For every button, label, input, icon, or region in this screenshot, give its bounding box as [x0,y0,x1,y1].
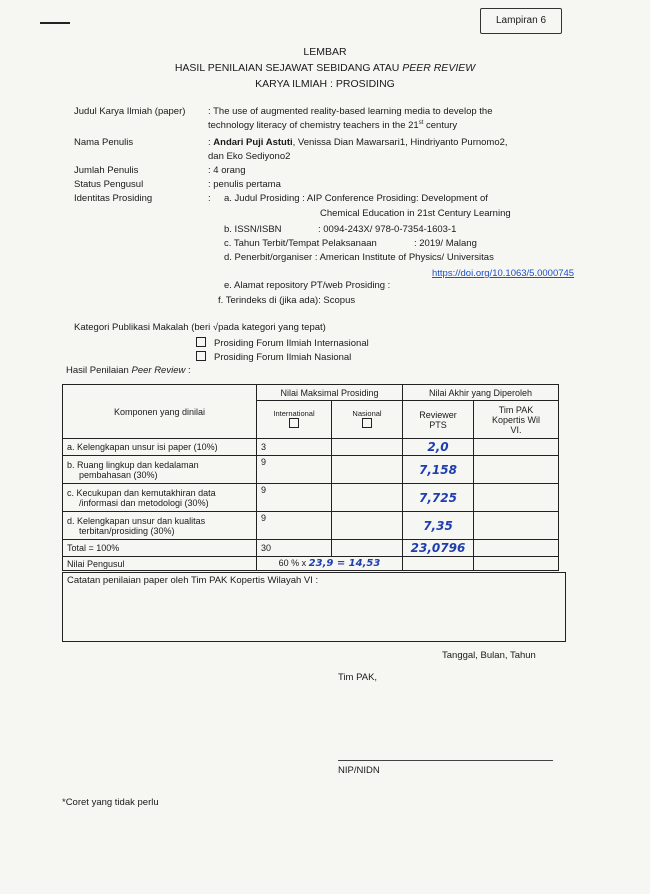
timpak-label-3: VI. [510,424,522,435]
pengusul-timpak [474,557,559,571]
identitas-colon: : [208,193,211,204]
nasional-label: Nasional [352,409,382,418]
table-row-total [63,540,559,557]
penulis-value [208,137,508,148]
row-b-text-1: b. Ruang lingkup dan kedalaman [67,459,199,470]
row-a-score: 2,0 [403,439,474,456]
pengusul-value [257,557,403,571]
header-dash [40,22,70,24]
catatan-box[interactable] [62,572,566,642]
row-a-nasional [332,439,403,456]
judul-prosiding: a. Judul Prosiding : AIP Conference Prosiding: Development of [224,193,488,204]
table-row [63,512,559,540]
tahun-value: : 2019/ Malang [414,238,477,249]
table-row-pengusul [63,557,559,571]
nasional-header [332,401,403,439]
penulis-line2: dan Eko Sediyono2 [208,151,291,162]
kategori-option-internasional-label: Prosiding Forum Ilmiah Internasional [214,338,369,349]
row-c-text-1: c. Kecukupan dan kemutakhiran data [67,487,216,498]
hasil-penilaian-label [66,365,191,376]
row-a-label [63,439,257,456]
total-max: 30 [257,540,332,557]
checkbox-internasional[interactable] [196,337,206,347]
penulis-rest: , Venissa Dian Mawarsari1, Hindriyanto Purnomo2, [292,137,508,148]
international-header [257,401,332,439]
row-b-timpak [474,456,559,484]
penulis-label: Nama Penulis [74,137,134,148]
total-nasional [332,540,403,557]
title-hasil-text: HASIL PENILAIAN SEJAWAT SEBIDANG ATAU [174,62,403,74]
pengusul-label: Nilai Pengusul [63,557,257,571]
reviewer-label-2: PTS [429,419,447,430]
penilaian-table [62,384,559,571]
judul-text: technology literacy of chemistry teachers in the 21 [208,120,419,132]
row-d-max [257,512,332,540]
identitas-label: Identitas Prosiding [74,193,153,204]
row-b-text-2: pembahasan (30%) [79,469,158,480]
title-peer-review: PEER REVIEW [402,62,476,74]
title-hasil [0,62,650,74]
repository-label: e. Alamat repository PT/web Prosiding : [224,280,391,291]
title-karya: KARYA ILMIAH : PROSIDING [255,78,395,90]
issn-label: b. ISSN/ISBN [224,224,282,235]
row-b-nasional [332,456,403,484]
lampiran-box: Lampiran 6 [480,8,562,34]
row-c-label [63,484,257,512]
judul-sup: st [418,120,424,126]
timpak-label-2: Kopertis Wil [491,414,540,425]
catatan-label: Catatan penilaian paper oleh Tim PAK Kopertis Wilayah VI : [67,575,319,586]
penulis-main: Andari Puji Astuti [213,137,293,148]
tahun-label: c. Tahun Terbit/Tempat Pelaksanaan [224,238,377,249]
penerbit-label: d. Penerbit/organiser : American Institute of Physics/ Universitas [224,252,494,263]
row-d-text-2: terbitan/prosiding (30%) [79,525,175,536]
kategori-title: Kategori Publikasi Makalah (beri √pada kategori yang tepat) [74,322,326,333]
international-checkbox[interactable] [289,418,299,428]
row-c-text-2: /informasi dan metodologi (30%) [79,497,209,508]
doi-link[interactable]: https://doi.org/10.1063/5.0000745 [432,268,575,279]
row-d-nasional [332,512,403,540]
table-header-row-1 [63,385,559,401]
issn-value: : 0094-243X/ 978-0-7354-1603-1 [318,224,457,235]
hasil-text: Hasil Penilaian [66,365,132,376]
hasil-colon: : [185,365,191,376]
row-c-nasional [332,484,403,512]
penulis-colon: : [208,137,214,148]
row-d-text-1: d. Kelengkapan unsur dan kualitas [67,515,206,526]
pengusul-text: 60 % x [278,558,309,568]
row-d-max-value: 9 [261,513,267,523]
judul-value-2 [208,120,457,131]
timpak-header [474,401,559,439]
komponen-header: Komponen yang dinilai [63,385,257,439]
row-a-max-value: 3 [261,442,267,452]
row-a-text: a. Kelengkapan unsur isi paper (10%) [67,442,218,452]
row-d-score: 7,35 [403,512,474,540]
nilai-akhir-header: Nilai Akhir yang Diperoleh [403,385,559,401]
judul-value-1: : The use of augmented reality-based learning media to develop the [208,106,493,117]
tanggal-label: Tanggal, Bulan, Tahun [442,650,536,661]
kategori-option-nasional-label: Prosiding Forum Ilmiah Nasional [214,352,352,363]
judul-century: century [423,120,458,132]
jumlah-label: Jumlah Penulis [74,165,139,176]
reviewer-header [403,401,474,439]
table-row [63,439,559,456]
row-d-timpak [474,512,559,540]
row-a-max [257,439,332,456]
international-label: International [273,409,315,418]
judul-prosiding-line2: Chemical Education in 21st Century Learning [320,208,511,219]
nip-label: NIP/NIDN [338,765,380,776]
coret-note: *Coret yang tidak perlu [62,797,159,808]
row-a-timpak [474,439,559,456]
kategori-option-nasional[interactable] [196,351,351,363]
row-c-timpak [474,484,559,512]
table-row [63,456,559,484]
jumlah-value: : 4 orang [208,165,246,176]
status-label: Status Pengusul [74,179,144,190]
row-c-score: 7,725 [403,484,474,512]
nasional-checkbox[interactable] [362,418,372,428]
judul-label: Judul Karya Ilmiah (paper) [74,106,186,117]
total-score: 23,0796 [403,540,474,557]
hasil-peer-review: Peer Review [131,365,186,376]
row-b-max-value: 9 [261,457,267,467]
signature-line [338,760,553,761]
total-label: Total = 100% [63,540,257,557]
row-b-score: 7,158 [403,456,474,484]
row-c-max-value: 9 [261,485,267,495]
kategori-option-internasional[interactable] [196,337,369,349]
row-d-label [63,512,257,540]
row-b-max [257,456,332,484]
terindeks-label: f. Terindeks di (jika ada): Scopus [218,295,356,306]
row-c-max [257,484,332,512]
title-lembar: LEMBAR [303,46,347,58]
pengusul-hand: 23,9 = 14,53 [308,558,381,569]
timpak-label-1: Tim PAK [498,404,534,415]
checkbox-nasional[interactable] [196,351,206,361]
table-row [63,484,559,512]
tim-pak-label: Tim PAK, [338,672,378,683]
reviewer-label-1: Reviewer [419,409,457,420]
total-timpak [474,540,559,557]
row-b-label [63,456,257,484]
nilai-maksimal-header: Nilai Maksimal Prosiding [257,385,403,401]
pengusul-reviewer [403,557,474,571]
status-value: : penulis pertama [208,179,281,190]
